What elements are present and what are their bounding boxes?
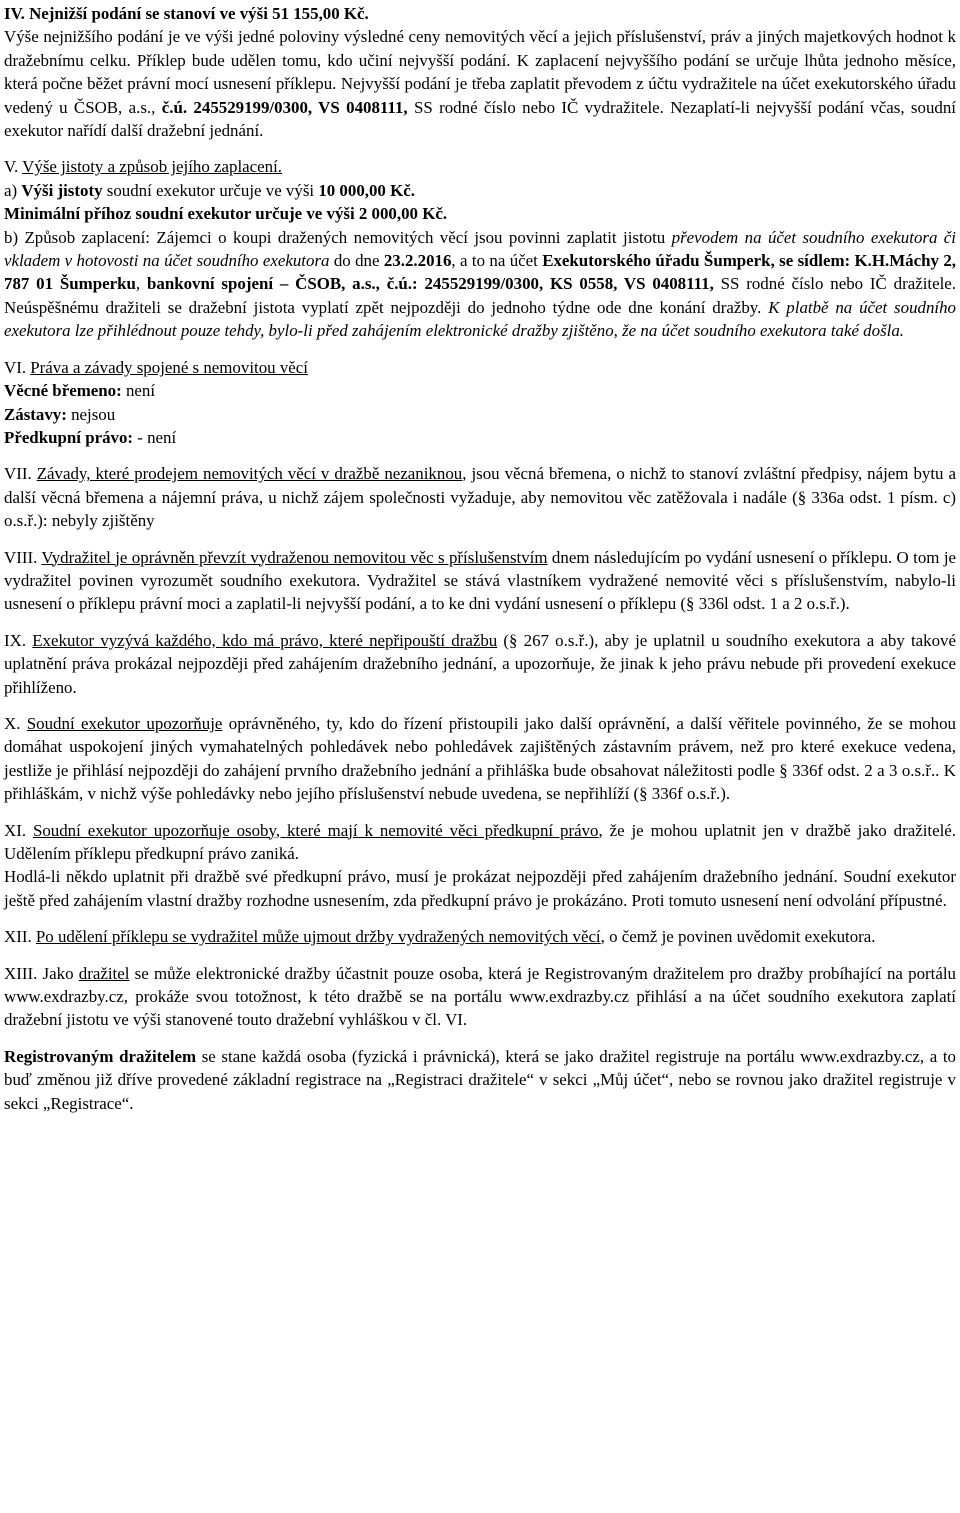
section-v [4, 155, 956, 342]
minimum-bid-line: Minimální příhoz soudní exekutor určuje ve výši 2 000,00 Kč. [4, 204, 448, 224]
section-v-title: Výše jistoty a způsob jejího zaplacení. [22, 157, 283, 177]
section-iv-title: Nejnižší podání se stanoví ve výši 51 155,00 Kč. [29, 4, 369, 23]
deposit-amount-line [4, 179, 956, 202]
section-v-heading [4, 155, 956, 178]
text-run: soudní exekutor určuje ve výši [102, 180, 319, 200]
section-number: XI. [4, 820, 27, 840]
field-value: není [121, 381, 156, 401]
field-label: Věcné břemeno: [4, 381, 122, 401]
section-xiii-title: dražitel [78, 963, 130, 983]
section-xii [4, 925, 956, 948]
section-xi-title: Soudní exekutor upozorňuje osoby, které mají k nemovité věci předkupní právo [32, 820, 599, 840]
section-x-text [4, 712, 956, 806]
section-vii [4, 462, 956, 532]
section-vi [4, 356, 956, 450]
section-vi-title: Práva a závady spojené s nemovitou věcí [30, 357, 308, 377]
liens-line [4, 403, 956, 426]
section-iv-text [4, 25, 956, 142]
text-run: oprávněného, ty, kdo do řízení přistoupili jako další oprávnění, a další věřitele povinného, že se mohou domáhat uspokojení jiných vymahatelných pohledávek nebo pohledávek zajištěných zástavním právem, než pro které exekuce vedena, jestliže je přihlásí nejpozději do zahájení prvního dražebního jednání a přihláška bude obsahovat náležitosti podle § 336f odst. 2 a 3 o.s.ř.. K přihláškám, v nichž výše pohledávky nebo jejího příslušenství nebude uvedena, se nepřihlíží (§ 336f o.s.ř.). [4, 713, 956, 804]
account-number: č.ú. 245529199/0300, VS 0408111, [161, 97, 408, 117]
section-number: V. [4, 157, 19, 177]
section-xi-text [4, 819, 956, 866]
registered-bidder [4, 1045, 956, 1115]
field-value: - není [133, 427, 177, 447]
text-run: do dne [329, 251, 384, 271]
section-ix-title: Exekutor vyzývá každého, kdo má právo, které nepřipouští dražbu [32, 630, 498, 650]
text-run: SS rodné číslo nebo IČ vydražitele. Nezaplatí-li nejvyšší podání včas, soudní exekutor nařídí další dražební jednání. [4, 97, 956, 141]
text-run: b) Způsob zaplacení: Zájemci o koupi dražených nemovitých věcí jsou povinni zaplatit jistotu [4, 227, 672, 247]
text-run: , o čemž je povinen uvědomit exekutora. [600, 927, 876, 947]
bank-details: bankovní spojení – ČSOB, a.s., č.ú.: 245529199/0300, KS 0558, VS 0408111, [146, 274, 714, 294]
section-number: IV. [4, 4, 25, 23]
text-run: se může elektronické dražby účastnit pouze osoba, která je Registrovaným dražitelem pro dražby probíhající na portálu www.exdrazby.cz, prokáže svou totožnost, k této dražbě se na portálu www.exdrazby.cz přihlásí a na účet soudního exekutora zaplatí dražební jistotu ve výši stanovené touto dražební vyhláškou v čl. VI. [4, 963, 957, 1030]
section-vii-text [4, 462, 956, 532]
text-run: Výše nejnižšího podání je ve výši jedné poloviny výsledné ceny nemovitých věcí a jejich příslušenství, práv a jiných majetkových hodnot k dražebnímu celku. Příklep bude udělen tomu, kdo učiní nejvyšší podání. K zaplacení nejvyššího podání se určuje lhůta jednoho měsíce, která počne běžet právní mocí usnesení příklepu. Nejvyšší podání je třeba zaplatit převodem z účtu vydražitele na účet exekutorského úřadu vedený u ČSOB, a.s., [4, 27, 956, 117]
text-run: SS rodné číslo nebo IČ dražitele. Neúspěšnému dražiteli se dražební jistota vyplatí zpět nejpozději do jednoho týdne ode dne konání dražby. [4, 274, 956, 317]
text-run: dnem následujícím po vydání usnesení o příklepu. O tom je vydražitel povinen vyrozumět soudního exekutora. Vydražitel se stává vlastníkem vydražené nemovité věci s příslušenstvím, nabylo-li usnesení o příklepu právní moci a zaplatil-li nejvyšší podání, a to ke dni vydání usnesení o příklepu (§ 336l odst. 1 a 2 o.s.ř.). [4, 547, 957, 614]
section-viii [4, 546, 956, 616]
section-xii-text [4, 925, 956, 948]
section-ix [4, 629, 956, 699]
deposit-amount: 10 000,00 Kč. [318, 180, 415, 200]
section-iv [4, 2, 956, 142]
text-run: Jako [37, 963, 79, 983]
text-run: , jsou věcná břemena, o nichž to stanoví zvláštní předpisy, nájem bytu a další věcná břemena a nájemní práva, u nichž zájem společnosti vyžaduje, aby nemovitou věc zatěžovala i nadále (§ 336a odst. 1 písm. c) o.s.ř.): nebyly zjištěny [4, 464, 956, 531]
text-run: a) [4, 180, 22, 200]
section-xiii-text [4, 962, 956, 1032]
section-x-title: Soudní exekutor upozorňuje [26, 713, 223, 733]
text-run: K platbě na účet soudního exekutora lze přihlédnout pouze tehdy, bylo-li před zahájením elektronické dražby zjištěno, že na účet soudního exekutora také došla. [4, 297, 956, 341]
payment-deadline: 23.2.2016 [383, 251, 452, 271]
section-xiii [4, 962, 956, 1032]
field-label: Zástavy: [4, 404, 67, 424]
section-vi-heading [4, 356, 956, 379]
text-run: (§ 267 o.s.ř.), aby je uplatnil u soudního exekutora a aby takové uplatnění práva prokázal nejpozději před zahájením dražebního jednání, a upozorňuje, že jinak k jeho právu nebude při provedení exekuce přihlíženo. [4, 630, 956, 697]
section-number: VII. [4, 464, 32, 484]
section-number: XIII. [4, 963, 38, 983]
section-number: VI. [4, 357, 27, 377]
field-label: Předkupní právo: [4, 427, 134, 447]
text-run: , že je mohou uplatnit jen v dražbě jako dražitelé. Udělením příklepu předkupní právo zaniká. [4, 820, 956, 863]
easement-line [4, 379, 956, 402]
text-run: se stane každá osoba (fyzická i právnická), která se jako dražitel registruje na portálu www.exdrazby.cz, a to buď změnou již dříve provedené základní registrace na „Registraci dražitele“ v sekci „Můj účet“, nebo se rovnou jako dražitel registruje v sekci „Registrace“. [4, 1046, 956, 1113]
text-run: , a to na účet [451, 251, 543, 271]
field-value: nejsou [66, 404, 116, 424]
payment-method-text [4, 226, 956, 343]
text-run: , [135, 274, 147, 294]
office-address: Exekutorského úřadu Šumperk, se sídlem: K.H.Máchy 2, 787 01 Šumperku [4, 251, 956, 294]
section-xi-text-2: Hodlá-li někdo uplatnit při dražbě své předkupní právo, musí je prokázat nejpozději před zahájením dražebního jednání. Soudní exekutor ještě před zahájením vlastní dražby rozhodne usnesením, zda předkupní právo je prokázáno. Proti tomuto usnesení není odvolání přípustné. [4, 867, 956, 910]
section-viii-title: Vydražitel je oprávněn převzít vydraženou nemovitou věc s příslušenstvím [41, 547, 548, 567]
section-number: X. [4, 713, 21, 733]
section-number: VIII. [4, 547, 38, 567]
section-iv-heading [4, 2, 956, 25]
section-number: IX. [4, 630, 27, 650]
registered-bidder-text [4, 1045, 956, 1115]
section-xii-title: Po udělení příklepu se vydražitel může ujmout držby vydražených nemovitých věcí [35, 927, 601, 947]
section-ix-text [4, 629, 956, 699]
text-run: Výši jistoty [21, 180, 103, 200]
section-viii-text [4, 546, 956, 616]
registered-bidder-label: Registrovaným dražitelem [4, 1046, 197, 1066]
preemption-line [4, 426, 956, 449]
section-x [4, 712, 956, 806]
text-run: převodem na účet soudního exekutora či vkladem v hotovosti na účet soudního exekutora [4, 227, 957, 271]
section-number: XII. [4, 927, 32, 947]
section-vii-title: Závady, které prodejem nemovitých věcí v dražbě nezaniknou [36, 464, 463, 484]
section-xi [4, 819, 956, 913]
